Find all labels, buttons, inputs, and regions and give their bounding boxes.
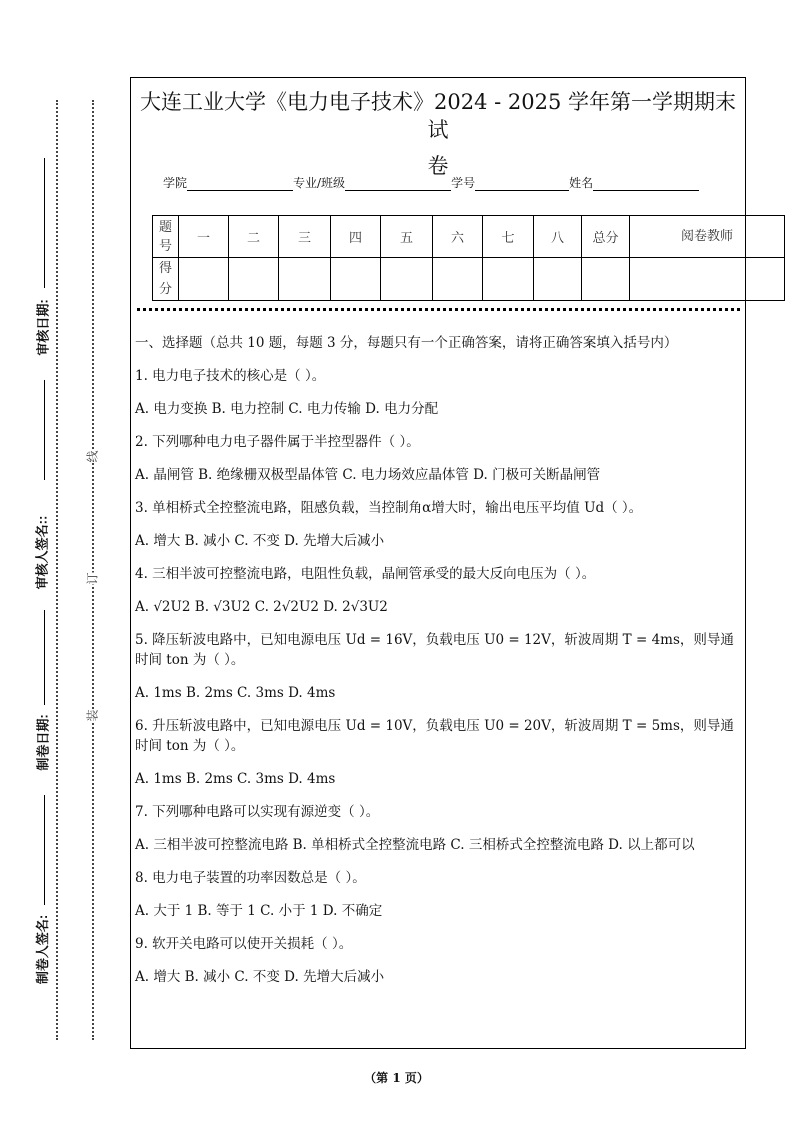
score-cell[interactable] xyxy=(582,258,630,301)
margin-pack-char: 装 xyxy=(85,709,100,722)
make-date-line xyxy=(44,610,45,705)
exam-title-block xyxy=(134,88,742,180)
margin-line-char: 线 xyxy=(85,450,100,463)
separator-dots xyxy=(137,308,740,311)
question-options: A. √2U2 B. √3U2 C. 2√2U2 D. 2√3U2 xyxy=(135,599,388,615)
score-cell[interactable] xyxy=(331,258,381,301)
name-field[interactable] xyxy=(593,178,699,191)
review-date-label: 审核日期: xyxy=(35,299,51,356)
question-text: 5. 降压斩波电路中，已知电源电压 Ud = 16V，负载电压 U0 = 12V，斩波周期 T = 4ms，则导通时间 ton 为（ ）。 xyxy=(135,632,734,668)
question-options: A. 1ms B. 2ms C. 3ms D. 4ms xyxy=(135,771,336,787)
score-cell[interactable] xyxy=(483,258,534,301)
question-options: A. 增大 B. 减小 C. 不变 D. 先增大后减小 xyxy=(135,969,385,985)
margin-bind-char: 订 xyxy=(85,572,100,585)
dotted-binding-line-inner xyxy=(92,100,94,1040)
score-table xyxy=(152,215,785,301)
header-cell: 六 xyxy=(433,216,483,258)
header-cell: 七 xyxy=(483,216,534,258)
student-info xyxy=(163,174,699,191)
header-cell: 五 xyxy=(381,216,433,258)
question-text: 4. 三相半波可控整流电路，电阻性负载，晶闸管承受的最大反向电压为（ ）。 xyxy=(135,566,596,582)
score-cell[interactable] xyxy=(279,258,331,301)
question-options: A. 1ms B. 2ms C. 3ms D. 4ms xyxy=(135,685,336,701)
question-options: A. 增大 B. 减小 C. 不变 D. 先增大后减小 xyxy=(135,533,385,549)
header-cell: 总分 xyxy=(582,216,630,258)
student-id-label: 学号 xyxy=(451,176,476,190)
header-cell: 题号 xyxy=(153,216,179,258)
score-cell[interactable] xyxy=(179,258,229,301)
name-label: 姓名 xyxy=(569,176,594,190)
question-text: 8. 电力电子装置的功率因数总是（ ）。 xyxy=(135,870,366,886)
question-text: 2. 下列哪种电力电子器件属于半控型器件（ ）。 xyxy=(135,434,420,450)
question-text: 9. 软开关电路可以使开关损耗（ ）。 xyxy=(135,936,353,952)
major-field[interactable] xyxy=(345,178,451,191)
questions xyxy=(135,333,741,987)
major-label: 专业/班级 xyxy=(293,176,346,190)
college-field[interactable] xyxy=(187,178,293,191)
reviewer-sign-line xyxy=(44,380,45,480)
score-cell[interactable] xyxy=(630,258,785,301)
page-number: （第 1 页） xyxy=(364,1071,429,1085)
score-cell[interactable] xyxy=(534,258,582,301)
question-text: 3. 单相桥式全控整流电路，阻感负载，当控制角α增大时，输出电压平均值 Ud（ ）。 xyxy=(135,500,643,516)
maker-sign-label: 制卷人签名: xyxy=(35,914,51,985)
question-options: A. 晶闸管 B. 绝缘栅双极型晶体管 C. 电力场效应晶体管 D. 门极可关断晶闸管 xyxy=(135,467,601,483)
header-cell: 四 xyxy=(331,216,381,258)
maker-sign-line xyxy=(44,795,45,905)
header-cell: 八 xyxy=(534,216,582,258)
score-cell[interactable] xyxy=(229,258,279,301)
exam-title: 大连工业大学《电力电子技术》2024 - 2025 学年第一学期期末试 xyxy=(139,90,736,142)
header-cell: 阅卷教师 xyxy=(630,216,785,258)
question-text: 6. 升压斩波电路中，已知电源电压 Ud = 10V，负载电压 U0 = 20V，斩波周期 T = 5ms，则导通时间 ton 为（ ）。 xyxy=(135,718,734,754)
dotted-binding-line-outer xyxy=(56,100,58,1040)
question-options: A. 大于 1 B. 等于 1 C. 小于 1 D. 不确定 xyxy=(135,903,383,919)
score-cell[interactable] xyxy=(433,258,483,301)
college-label: 学院 xyxy=(163,176,188,190)
score-header-row xyxy=(153,216,785,258)
question-text: 7. 下列哪种电路可以实现有源逆变（ ）。 xyxy=(135,804,380,820)
score-cell[interactable] xyxy=(381,258,433,301)
score-label-cell: 得分 xyxy=(153,258,179,301)
make-date-label: 制卷日期: xyxy=(35,714,51,771)
exam-title-cont: 卷 xyxy=(427,154,449,178)
score-row xyxy=(153,258,785,301)
question-options: A. 电力变换 B. 电力控制 C. 电力传输 D. 电力分配 xyxy=(135,401,439,417)
header-cell: 二 xyxy=(229,216,279,258)
student-id-field[interactable] xyxy=(475,178,569,191)
reviewer-sign-label: 审核人签名:: xyxy=(34,515,50,590)
header-cell: 一 xyxy=(179,216,229,258)
header-cell: 三 xyxy=(279,216,331,258)
question-options: A. 三相半波可控整流电路 B. 单相桥式全控整流电路 C. 三相桥式全控整流电路 D. 以上都可以 xyxy=(135,837,695,853)
section-heading: 一、选择题（总共 10 题，每题 3 分，每题只有一个正确答案，请将正确答案填入括号内） xyxy=(135,335,678,351)
question-text: 1. 电力电子技术的核心是（ ）。 xyxy=(135,368,326,384)
review-date-line xyxy=(44,158,45,288)
